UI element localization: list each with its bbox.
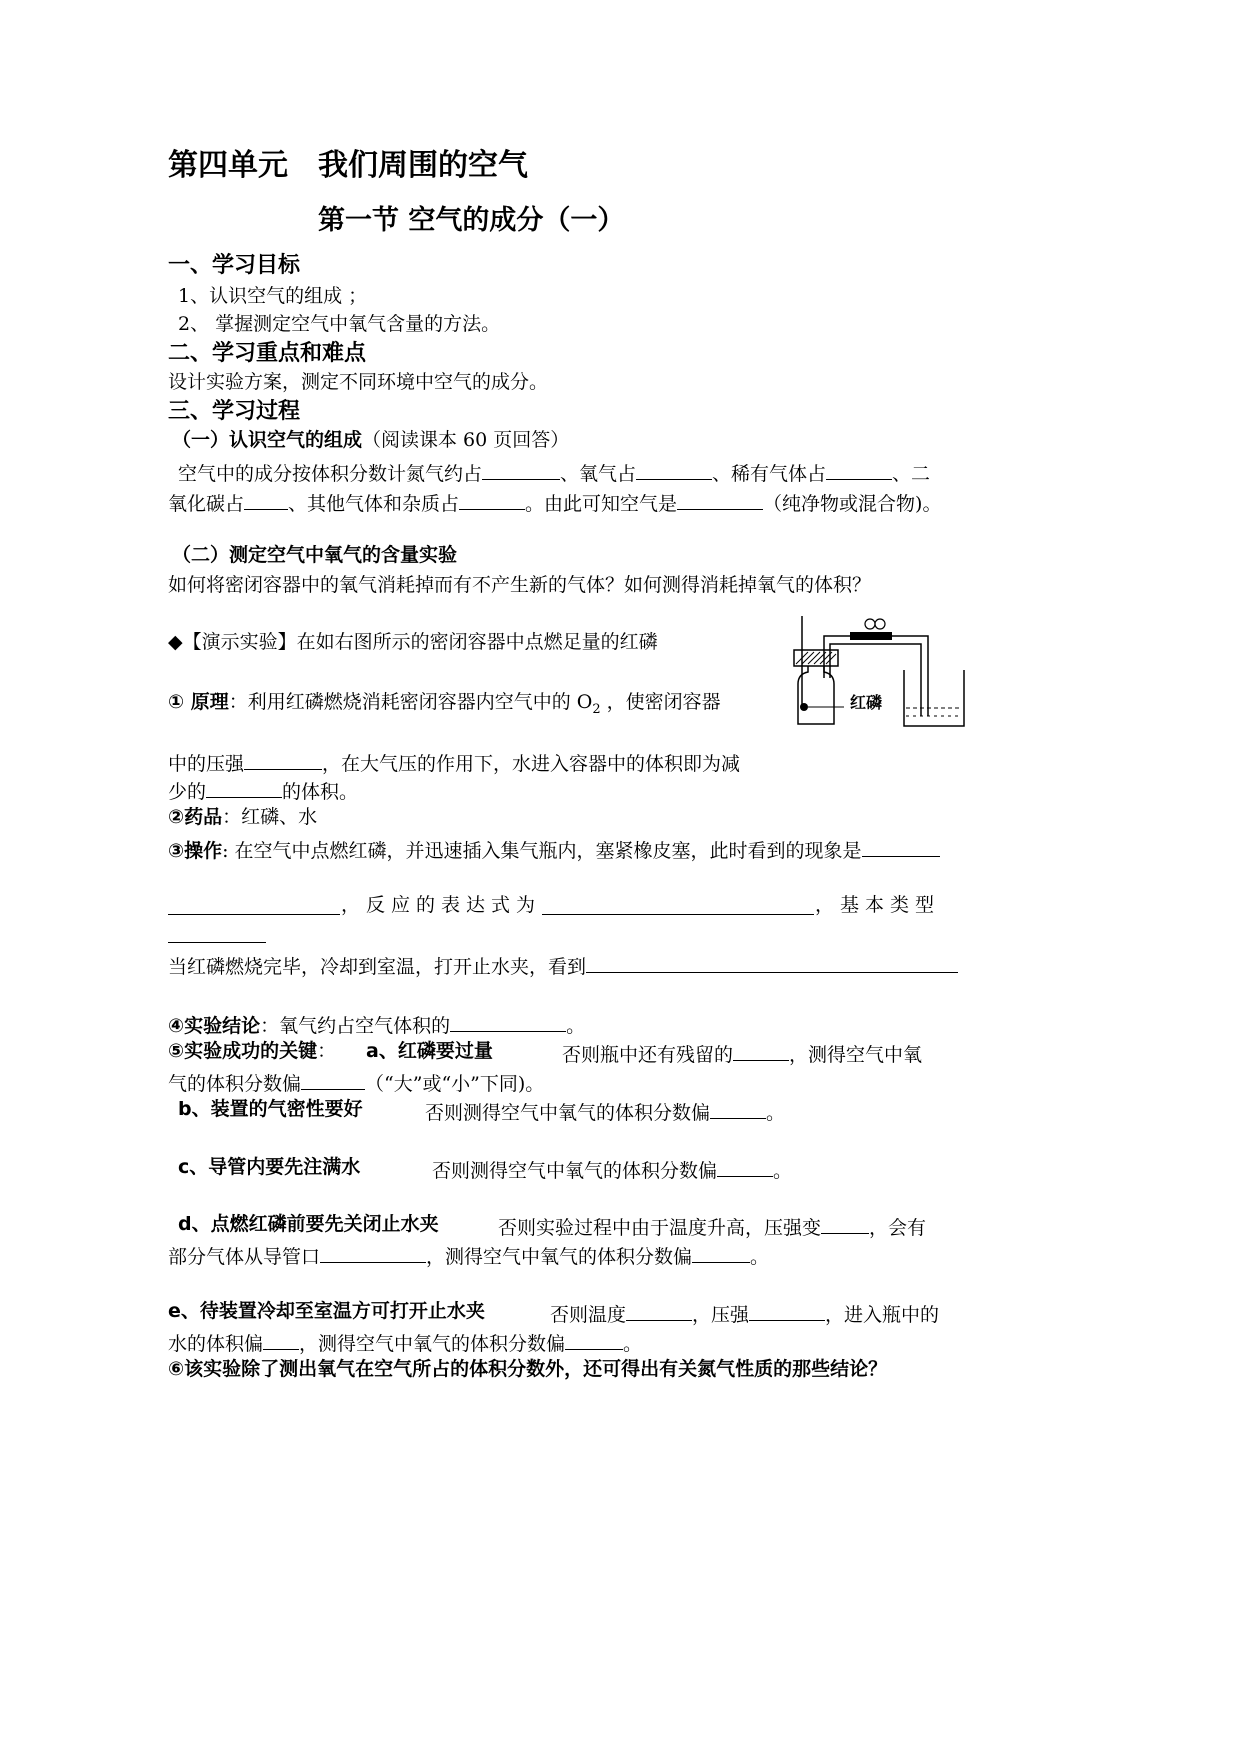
text: 。 [773,1160,793,1182]
drugs-line [168,808,317,827]
blank [320,1244,426,1263]
text: 。 [766,1102,786,1124]
blank [826,461,892,480]
s3-heading: 三、学习过程 [168,399,301,424]
s1-item-2: 2、 掌握测定空气中氧气含量的方法。 [178,313,501,335]
blank [717,1158,773,1177]
beaker [904,670,964,726]
text: 否则测得空气中氧气的体积分数偏 [432,1160,718,1182]
text: ：红磷、水 [222,806,318,828]
principle-line-2 [168,751,740,774]
text: 中的压强 [168,753,245,775]
text: （“大”或“小”下同)。 [365,1073,545,1095]
section-title: 第一节 空气的成分（一） [318,205,625,236]
text: 、氧气占 [560,463,637,485]
conclusion-label: ④实验结论 [168,1015,261,1037]
text: 水的体积偏 [168,1333,264,1355]
text: ，在大气压的作用下，水进入容器中的体积即为减 [322,753,741,775]
text: （纯净物或混合物)。 [763,493,942,515]
key-e-text [550,1302,939,1325]
clamp-screw [865,619,875,629]
blank [263,1331,299,1350]
text: ，测得空气中氧气的体积分数偏 [426,1246,693,1268]
text: ，测得空气中氧 [789,1044,923,1066]
blank [206,779,282,798]
text: 部分气体从导管口 [168,1246,321,1268]
text: 否则瓶中还有残留的 [562,1044,734,1066]
key-a-label: a、红磷要过量 [366,1040,493,1062]
blank [542,896,814,915]
text: ，压强 [692,1304,750,1326]
key-label: ⑤实验成功的关键 [168,1040,318,1062]
blank [733,1042,789,1061]
text: ，测得空气中氧气的体积分数偏 [299,1333,566,1355]
flask [798,662,834,724]
part2-heading: （二）测定空气中氧气的含量实验 [172,544,458,566]
key-d-text [498,1215,926,1238]
text: 氧化碳占 [168,493,245,515]
text: 、稀有气体占 [712,463,827,485]
text: 。 [566,1015,586,1037]
text: ，基本类型 [814,894,940,916]
key-b-text [425,1100,785,1123]
blank [862,838,940,857]
key-a-text [562,1042,922,1065]
text: ，反应的表达式为 [340,894,541,916]
blank [586,954,958,973]
principle-label: ① 原理 [168,691,229,713]
text: 。 [750,1246,770,1268]
blank [692,1244,750,1263]
part1-heading-line [172,431,569,450]
text: 、二 [892,463,931,485]
unit-title: 第四单元 我们周围的空气 [168,148,528,183]
s2-text: 设计实验方案，测定不同环境中空气的成分。 [168,371,549,393]
subscript: 2 [592,701,601,717]
text: 空气中的成分按体积分数计氮气约占 [178,463,483,485]
part1-heading: （一）认识空气的组成 [172,429,363,451]
blank [168,942,266,943]
figure-label: 红磷 [850,693,883,712]
text: ，进入瓶中的 [825,1304,940,1326]
s2-heading: 二、学习重点和难点 [168,341,367,366]
text: 。 [623,1333,643,1355]
operation-label: ③操作 [168,840,223,862]
text: 否则温度 [550,1304,627,1326]
text: 。由此可知空气是 [525,493,678,515]
apparatus-figure [780,612,970,730]
operation-line-1 [168,838,940,861]
question-6: ⑥该实验除了测出氧气在空气所占的体积分数外，还可得出有关氮气性质的那些结论？ [168,1358,888,1380]
text: 的体积。 [282,781,359,803]
blank [450,1013,566,1032]
text: 否则实验过程中由于温度升高，压强变 [498,1217,822,1239]
key-line-a1 [168,1042,336,1061]
key-a-line-2 [168,1071,544,1094]
blank [244,751,322,770]
key-c-text [432,1158,792,1181]
text: : 在空气中点燃红磷，并迅速插入集气瓶内，塞紧橡皮塞，此时看到的现象是 [222,840,862,862]
text: ：利用红磷燃烧消耗密闭容器内空气中的 O [228,691,593,713]
text: ，使密闭容器 [606,691,721,713]
drugs-label: ②药品 [168,806,223,828]
blank [482,461,560,480]
blank [459,491,525,510]
clamp [850,632,892,640]
phosphorus-spoon [800,703,808,711]
blank [301,1071,365,1090]
part1-line-1 [178,461,930,484]
blank [710,1100,766,1119]
part2-question: 如何将密闭容器中的氧气消耗掉而有不产生新的气体？如何测得消耗掉氧气的体积？ [168,574,872,596]
blank [749,1302,825,1321]
text: ，会有 [869,1217,927,1239]
blank [626,1302,692,1321]
text: 当红磷燃烧完毕，冷却到室温，打开止水夹，看到 [168,956,587,978]
demo-line [168,633,658,652]
text: 气的体积分数偏 [168,1073,302,1095]
conclusion-line [168,1013,585,1036]
key-e-line-2 [168,1331,642,1354]
key-c-label: c、导管内要先注满水 [178,1156,361,1178]
text: ： [317,1040,337,1062]
diamond-bullet-icon: ◆ [168,631,183,653]
blank [677,491,763,510]
blank [244,491,288,510]
text: 、其他气体和杂质占 [288,493,460,515]
operation-line-3 [168,954,958,977]
blank [821,1215,869,1234]
clamp-screw [875,619,885,629]
s1-item-1: 1、认识空气的组成 ； [178,285,368,307]
principle-line-3 [168,779,358,802]
key-b-label: b、装置的气密性要好 [178,1098,363,1120]
key-d-line-2 [168,1244,769,1267]
blank [636,461,712,480]
blank [565,1331,623,1350]
key-d-label: d、点燃红磷前要先关闭止水夹 [178,1213,439,1235]
key-e-label: e、待装置冷却至室温方可打开止水夹 [168,1300,485,1322]
text: ：氧气约占空气体积的 [260,1015,451,1037]
demo-text: 在如右图所示的密闭容器中点燃足量的红磷 [296,631,658,653]
text: 少的 [168,781,207,803]
blank [168,896,340,915]
s1-heading: 一、学习目标 [168,253,301,278]
operation-line-2 [168,896,940,915]
part1-line-2 [168,491,941,514]
principle-line-1 [168,693,721,716]
demo-tag: 【演示实验】 [182,631,297,653]
text: 否则测得空气中氧气的体积分数偏 [425,1102,711,1124]
part1-heading-note: （阅读课本 60 页回答） [362,429,570,451]
